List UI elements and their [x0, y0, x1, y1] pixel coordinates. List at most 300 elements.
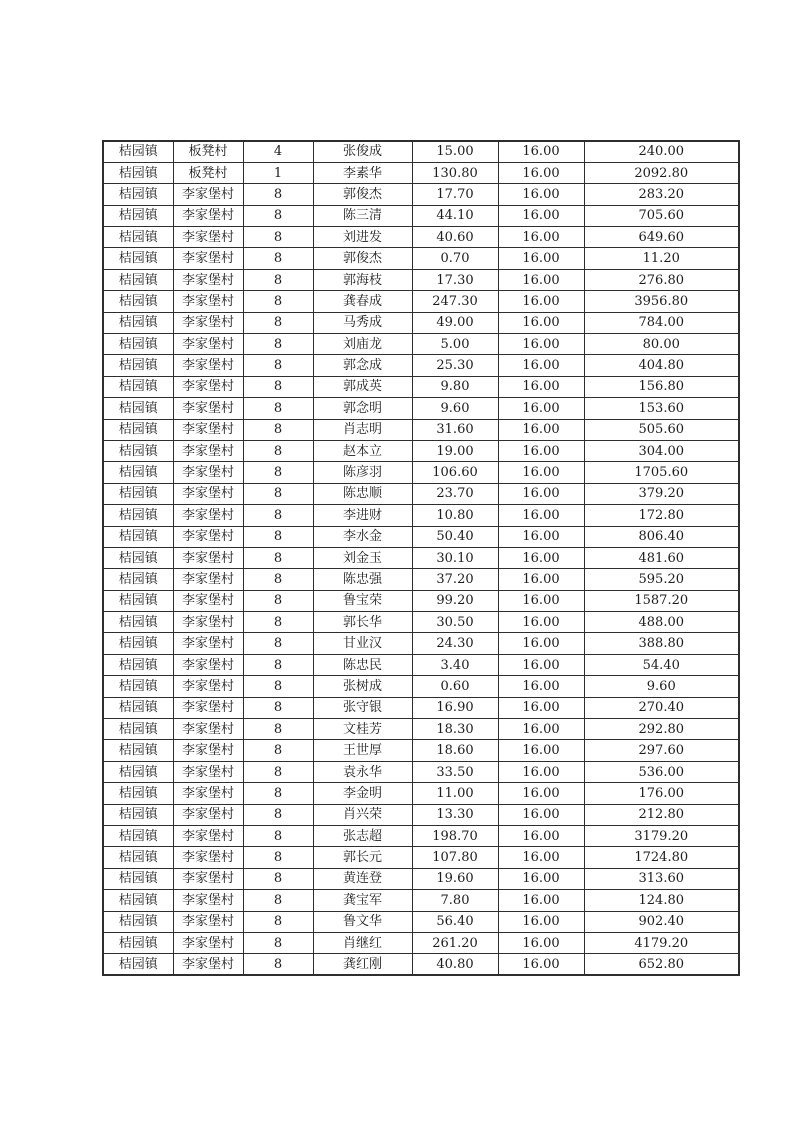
cell-name: 甘业汉 [313, 633, 412, 654]
cell-num: 8 [243, 440, 313, 461]
cell-town: 桔园镇 [103, 184, 173, 205]
table-row [103, 783, 739, 804]
cell-village: 李家堡村 [173, 248, 243, 269]
cell-qty: 37.20 [412, 569, 498, 590]
cell-town: 桔园镇 [103, 890, 173, 911]
cell-qty: 5.00 [412, 334, 498, 355]
cell-village: 板凳村 [173, 162, 243, 183]
cell-rate: 16.00 [498, 932, 584, 953]
cell-town: 桔园镇 [103, 697, 173, 718]
table-row [103, 483, 739, 504]
cell-num: 8 [243, 312, 313, 333]
cell-town: 桔园镇 [103, 654, 173, 675]
cell-rate: 16.00 [498, 291, 584, 312]
cell-qty: 0.60 [412, 676, 498, 697]
cell-qty: 3.40 [412, 654, 498, 675]
cell-amount: 283.20 [584, 184, 739, 205]
cell-amount: 1705.60 [584, 462, 739, 483]
cell-rate: 16.00 [498, 633, 584, 654]
cell-town: 桔园镇 [103, 419, 173, 440]
cell-town: 桔园镇 [103, 954, 173, 975]
cell-num: 8 [243, 911, 313, 932]
cell-rate: 16.00 [498, 719, 584, 740]
cell-amount: 784.00 [584, 312, 739, 333]
cell-qty: 40.60 [412, 227, 498, 248]
cell-rate: 16.00 [498, 676, 584, 697]
cell-num: 8 [243, 890, 313, 911]
cell-town: 桔园镇 [103, 248, 173, 269]
cell-village: 板凳村 [173, 141, 243, 162]
cell-town: 桔园镇 [103, 612, 173, 633]
cell-qty: 18.30 [412, 719, 498, 740]
table-row [103, 141, 739, 162]
cell-name: 龚宝军 [313, 890, 412, 911]
table-row [103, 334, 739, 355]
cell-num: 8 [243, 227, 313, 248]
cell-name: 王世厚 [313, 740, 412, 761]
cell-qty: 56.40 [412, 911, 498, 932]
cell-num: 1 [243, 162, 313, 183]
cell-amount: 11.20 [584, 248, 739, 269]
cell-village: 李家堡村 [173, 676, 243, 697]
cell-amount: 270.40 [584, 697, 739, 718]
cell-num: 8 [243, 291, 313, 312]
table-row [103, 419, 739, 440]
cell-village: 李家堡村 [173, 526, 243, 547]
cell-village: 李家堡村 [173, 483, 243, 504]
table-row [103, 890, 739, 911]
cell-qty: 24.30 [412, 633, 498, 654]
cell-rate: 16.00 [498, 654, 584, 675]
table-row [103, 398, 739, 419]
cell-qty: 30.10 [412, 547, 498, 568]
cell-village: 李家堡村 [173, 590, 243, 611]
cell-name: 陈彦羽 [313, 462, 412, 483]
cell-qty: 15.00 [412, 141, 498, 162]
cell-town: 桔园镇 [103, 355, 173, 376]
cell-name: 肖兴荣 [313, 804, 412, 825]
cell-amount: 153.60 [584, 398, 739, 419]
cell-village: 李家堡村 [173, 269, 243, 290]
cell-town: 桔园镇 [103, 719, 173, 740]
table-row [103, 462, 739, 483]
cell-num: 8 [243, 398, 313, 419]
table-row [103, 697, 739, 718]
cell-num: 8 [243, 761, 313, 782]
cell-num: 8 [243, 526, 313, 547]
table-row [103, 826, 739, 847]
cell-town: 桔园镇 [103, 804, 173, 825]
cell-name: 陈忠顺 [313, 483, 412, 504]
cell-qty: 40.80 [412, 954, 498, 975]
cell-village: 李家堡村 [173, 783, 243, 804]
cell-amount: 304.00 [584, 440, 739, 461]
cell-village: 李家堡村 [173, 312, 243, 333]
cell-amount: 388.80 [584, 633, 739, 654]
cell-name: 赵本立 [313, 440, 412, 461]
cell-name: 张树成 [313, 676, 412, 697]
cell-name: 郭长元 [313, 847, 412, 868]
table-body [103, 141, 739, 975]
cell-town: 桔园镇 [103, 205, 173, 226]
table-row [103, 355, 739, 376]
cell-rate: 16.00 [498, 890, 584, 911]
cell-num: 8 [243, 355, 313, 376]
cell-name: 郭海枝 [313, 269, 412, 290]
cell-village: 李家堡村 [173, 633, 243, 654]
cell-rate: 16.00 [498, 162, 584, 183]
cell-amount: 379.20 [584, 483, 739, 504]
cell-qty: 9.60 [412, 398, 498, 419]
cell-num: 8 [243, 547, 313, 568]
cell-name: 郭长华 [313, 612, 412, 633]
cell-rate: 16.00 [498, 911, 584, 932]
cell-num: 8 [243, 462, 313, 483]
cell-num: 8 [243, 654, 313, 675]
cell-rate: 16.00 [498, 804, 584, 825]
cell-qty: 9.80 [412, 376, 498, 397]
cell-name: 黄连登 [313, 868, 412, 889]
cell-rate: 16.00 [498, 184, 584, 205]
cell-num: 8 [243, 590, 313, 611]
cell-village: 李家堡村 [173, 826, 243, 847]
cell-name: 郭念成 [313, 355, 412, 376]
cell-qty: 0.70 [412, 248, 498, 269]
table-row [103, 633, 739, 654]
cell-qty: 31.60 [412, 419, 498, 440]
cell-village: 李家堡村 [173, 804, 243, 825]
cell-num: 8 [243, 334, 313, 355]
cell-amount: 404.80 [584, 355, 739, 376]
cell-name: 刘金玉 [313, 547, 412, 568]
cell-qty: 44.10 [412, 205, 498, 226]
cell-village: 李家堡村 [173, 462, 243, 483]
cell-village: 李家堡村 [173, 398, 243, 419]
cell-num: 8 [243, 932, 313, 953]
cell-rate: 16.00 [498, 612, 584, 633]
cell-qty: 19.60 [412, 868, 498, 889]
cell-qty: 10.80 [412, 505, 498, 526]
cell-village: 李家堡村 [173, 847, 243, 868]
cell-qty: 19.00 [412, 440, 498, 461]
table-row [103, 761, 739, 782]
cell-amount: 536.00 [584, 761, 739, 782]
cell-town: 桔园镇 [103, 826, 173, 847]
cell-name: 郭成英 [313, 376, 412, 397]
cell-town: 桔园镇 [103, 440, 173, 461]
cell-rate: 16.00 [498, 334, 584, 355]
cell-amount: 3179.20 [584, 826, 739, 847]
cell-amount: 652.80 [584, 954, 739, 975]
cell-rate: 16.00 [498, 462, 584, 483]
table-row [103, 248, 739, 269]
cell-town: 桔园镇 [103, 868, 173, 889]
cell-town: 桔园镇 [103, 847, 173, 868]
cell-rate: 16.00 [498, 141, 584, 162]
cell-village: 李家堡村 [173, 355, 243, 376]
cell-village: 李家堡村 [173, 334, 243, 355]
cell-town: 桔园镇 [103, 462, 173, 483]
cell-num: 8 [243, 719, 313, 740]
cell-name: 龚红刚 [313, 954, 412, 975]
table-row [103, 547, 739, 568]
cell-amount: 2092.80 [584, 162, 739, 183]
cell-name: 张志超 [313, 826, 412, 847]
cell-num: 8 [243, 676, 313, 697]
cell-qty: 17.70 [412, 184, 498, 205]
cell-num: 4 [243, 141, 313, 162]
cell-rate: 16.00 [498, 227, 584, 248]
cell-rate: 16.00 [498, 483, 584, 504]
cell-village: 李家堡村 [173, 911, 243, 932]
cell-town: 桔园镇 [103, 141, 173, 162]
cell-rate: 16.00 [498, 269, 584, 290]
cell-amount: 902.40 [584, 911, 739, 932]
cell-num: 8 [243, 376, 313, 397]
cell-village: 李家堡村 [173, 419, 243, 440]
cell-num: 8 [243, 612, 313, 633]
cell-town: 桔园镇 [103, 312, 173, 333]
cell-rate: 16.00 [498, 505, 584, 526]
cell-town: 桔园镇 [103, 227, 173, 248]
cell-amount: 313.60 [584, 868, 739, 889]
cell-village: 李家堡村 [173, 954, 243, 975]
cell-amount: 297.60 [584, 740, 739, 761]
cell-amount: 212.80 [584, 804, 739, 825]
cell-village: 李家堡村 [173, 205, 243, 226]
table-row [103, 654, 739, 675]
cell-rate: 16.00 [498, 440, 584, 461]
cell-amount: 705.60 [584, 205, 739, 226]
cell-town: 桔园镇 [103, 590, 173, 611]
cell-village: 李家堡村 [173, 719, 243, 740]
cell-num: 8 [243, 483, 313, 504]
cell-rate: 16.00 [498, 312, 584, 333]
table-row [103, 440, 739, 461]
cell-amount: 54.40 [584, 654, 739, 675]
cell-qty: 198.70 [412, 826, 498, 847]
cell-qty: 33.50 [412, 761, 498, 782]
cell-amount: 4179.20 [584, 932, 739, 953]
table-row [103, 719, 739, 740]
cell-name: 李金明 [313, 783, 412, 804]
cell-village: 李家堡村 [173, 569, 243, 590]
cell-name: 肖志明 [313, 419, 412, 440]
cell-name: 郭俊杰 [313, 184, 412, 205]
cell-village: 李家堡村 [173, 697, 243, 718]
cell-rate: 16.00 [498, 740, 584, 761]
cell-qty: 17.30 [412, 269, 498, 290]
cell-name: 陈三清 [313, 205, 412, 226]
cell-num: 8 [243, 248, 313, 269]
cell-amount: 276.80 [584, 269, 739, 290]
cell-amount: 1724.80 [584, 847, 739, 868]
table-row [103, 291, 739, 312]
table-row [103, 227, 739, 248]
table-row [103, 184, 739, 205]
cell-amount: 156.80 [584, 376, 739, 397]
payment-table [102, 140, 740, 976]
cell-village: 李家堡村 [173, 890, 243, 911]
table-row [103, 932, 739, 953]
table-row [103, 376, 739, 397]
cell-name: 龚春成 [313, 291, 412, 312]
cell-rate: 16.00 [498, 205, 584, 226]
cell-name: 李水金 [313, 526, 412, 547]
table-row [103, 740, 739, 761]
cell-num: 8 [243, 740, 313, 761]
cell-village: 李家堡村 [173, 547, 243, 568]
cell-village: 李家堡村 [173, 868, 243, 889]
cell-rate: 16.00 [498, 248, 584, 269]
cell-name: 郭念明 [313, 398, 412, 419]
cell-qty: 13.30 [412, 804, 498, 825]
cell-rate: 16.00 [498, 526, 584, 547]
cell-qty: 107.80 [412, 847, 498, 868]
table-row [103, 590, 739, 611]
cell-rate: 16.00 [498, 569, 584, 590]
cell-num: 8 [243, 804, 313, 825]
cell-qty: 16.90 [412, 697, 498, 718]
cell-rate: 16.00 [498, 697, 584, 718]
table-row [103, 526, 739, 547]
table-row [103, 612, 739, 633]
cell-num: 8 [243, 505, 313, 526]
table-row [103, 505, 739, 526]
cell-town: 桔园镇 [103, 783, 173, 804]
cell-town: 桔园镇 [103, 398, 173, 419]
cell-name: 郭俊杰 [313, 248, 412, 269]
cell-num: 8 [243, 783, 313, 804]
cell-village: 李家堡村 [173, 227, 243, 248]
cell-amount: 3956.80 [584, 291, 739, 312]
table-row [103, 205, 739, 226]
cell-amount: 595.20 [584, 569, 739, 590]
cell-qty: 49.00 [412, 312, 498, 333]
cell-amount: 240.00 [584, 141, 739, 162]
cell-town: 桔园镇 [103, 269, 173, 290]
cell-qty: 50.40 [412, 526, 498, 547]
cell-village: 李家堡村 [173, 505, 243, 526]
cell-town: 桔园镇 [103, 526, 173, 547]
cell-qty: 130.80 [412, 162, 498, 183]
cell-num: 8 [243, 697, 313, 718]
cell-village: 李家堡村 [173, 612, 243, 633]
table-row [103, 847, 739, 868]
cell-name: 肖继红 [313, 932, 412, 953]
cell-name: 文桂芳 [313, 719, 412, 740]
table-row [103, 569, 739, 590]
cell-rate: 16.00 [498, 547, 584, 568]
table-row [103, 269, 739, 290]
cell-name: 鲁宝荣 [313, 590, 412, 611]
cell-village: 李家堡村 [173, 932, 243, 953]
table-row [103, 868, 739, 889]
cell-name: 李进财 [313, 505, 412, 526]
cell-town: 桔园镇 [103, 676, 173, 697]
cell-town: 桔园镇 [103, 761, 173, 782]
table-row [103, 162, 739, 183]
cell-amount: 292.80 [584, 719, 739, 740]
cell-name: 刘进发 [313, 227, 412, 248]
cell-name: 李素华 [313, 162, 412, 183]
cell-amount: 488.00 [584, 612, 739, 633]
cell-name: 陈忠强 [313, 569, 412, 590]
cell-amount: 481.60 [584, 547, 739, 568]
cell-village: 李家堡村 [173, 184, 243, 205]
cell-village: 李家堡村 [173, 761, 243, 782]
cell-num: 8 [243, 847, 313, 868]
cell-village: 李家堡村 [173, 654, 243, 675]
cell-town: 桔园镇 [103, 376, 173, 397]
cell-num: 8 [243, 269, 313, 290]
cell-rate: 16.00 [498, 355, 584, 376]
cell-village: 李家堡村 [173, 740, 243, 761]
cell-town: 桔园镇 [103, 334, 173, 355]
cell-qty: 18.60 [412, 740, 498, 761]
cell-town: 桔园镇 [103, 633, 173, 654]
cell-amount: 505.60 [584, 419, 739, 440]
cell-town: 桔园镇 [103, 911, 173, 932]
cell-town: 桔园镇 [103, 505, 173, 526]
cell-name: 刘庙龙 [313, 334, 412, 355]
cell-qty: 7.80 [412, 890, 498, 911]
cell-rate: 16.00 [498, 826, 584, 847]
cell-amount: 80.00 [584, 334, 739, 355]
cell-num: 8 [243, 954, 313, 975]
cell-village: 李家堡村 [173, 291, 243, 312]
table-row [103, 911, 739, 932]
cell-num: 8 [243, 205, 313, 226]
cell-num: 8 [243, 868, 313, 889]
cell-town: 桔园镇 [103, 162, 173, 183]
cell-town: 桔园镇 [103, 547, 173, 568]
cell-qty: 261.20 [412, 932, 498, 953]
cell-rate: 16.00 [498, 868, 584, 889]
cell-qty: 247.30 [412, 291, 498, 312]
cell-amount: 649.60 [584, 227, 739, 248]
cell-num: 8 [243, 184, 313, 205]
cell-num: 8 [243, 419, 313, 440]
cell-qty: 25.30 [412, 355, 498, 376]
cell-rate: 16.00 [498, 376, 584, 397]
cell-name: 张俊成 [313, 141, 412, 162]
cell-rate: 16.00 [498, 954, 584, 975]
cell-town: 桔园镇 [103, 291, 173, 312]
cell-rate: 16.00 [498, 419, 584, 440]
table-row [103, 804, 739, 825]
cell-rate: 16.00 [498, 398, 584, 419]
cell-village: 李家堡村 [173, 440, 243, 461]
table-row [103, 676, 739, 697]
cell-amount: 124.80 [584, 890, 739, 911]
cell-town: 桔园镇 [103, 932, 173, 953]
cell-village: 李家堡村 [173, 376, 243, 397]
cell-town: 桔园镇 [103, 483, 173, 504]
table-row [103, 954, 739, 975]
cell-town: 桔园镇 [103, 569, 173, 590]
cell-qty: 23.70 [412, 483, 498, 504]
cell-qty: 99.20 [412, 590, 498, 611]
cell-town: 桔园镇 [103, 740, 173, 761]
cell-rate: 16.00 [498, 590, 584, 611]
cell-name: 马秀成 [313, 312, 412, 333]
cell-num: 8 [243, 633, 313, 654]
cell-qty: 106.60 [412, 462, 498, 483]
cell-amount: 172.80 [584, 505, 739, 526]
cell-num: 8 [243, 569, 313, 590]
cell-qty: 11.00 [412, 783, 498, 804]
